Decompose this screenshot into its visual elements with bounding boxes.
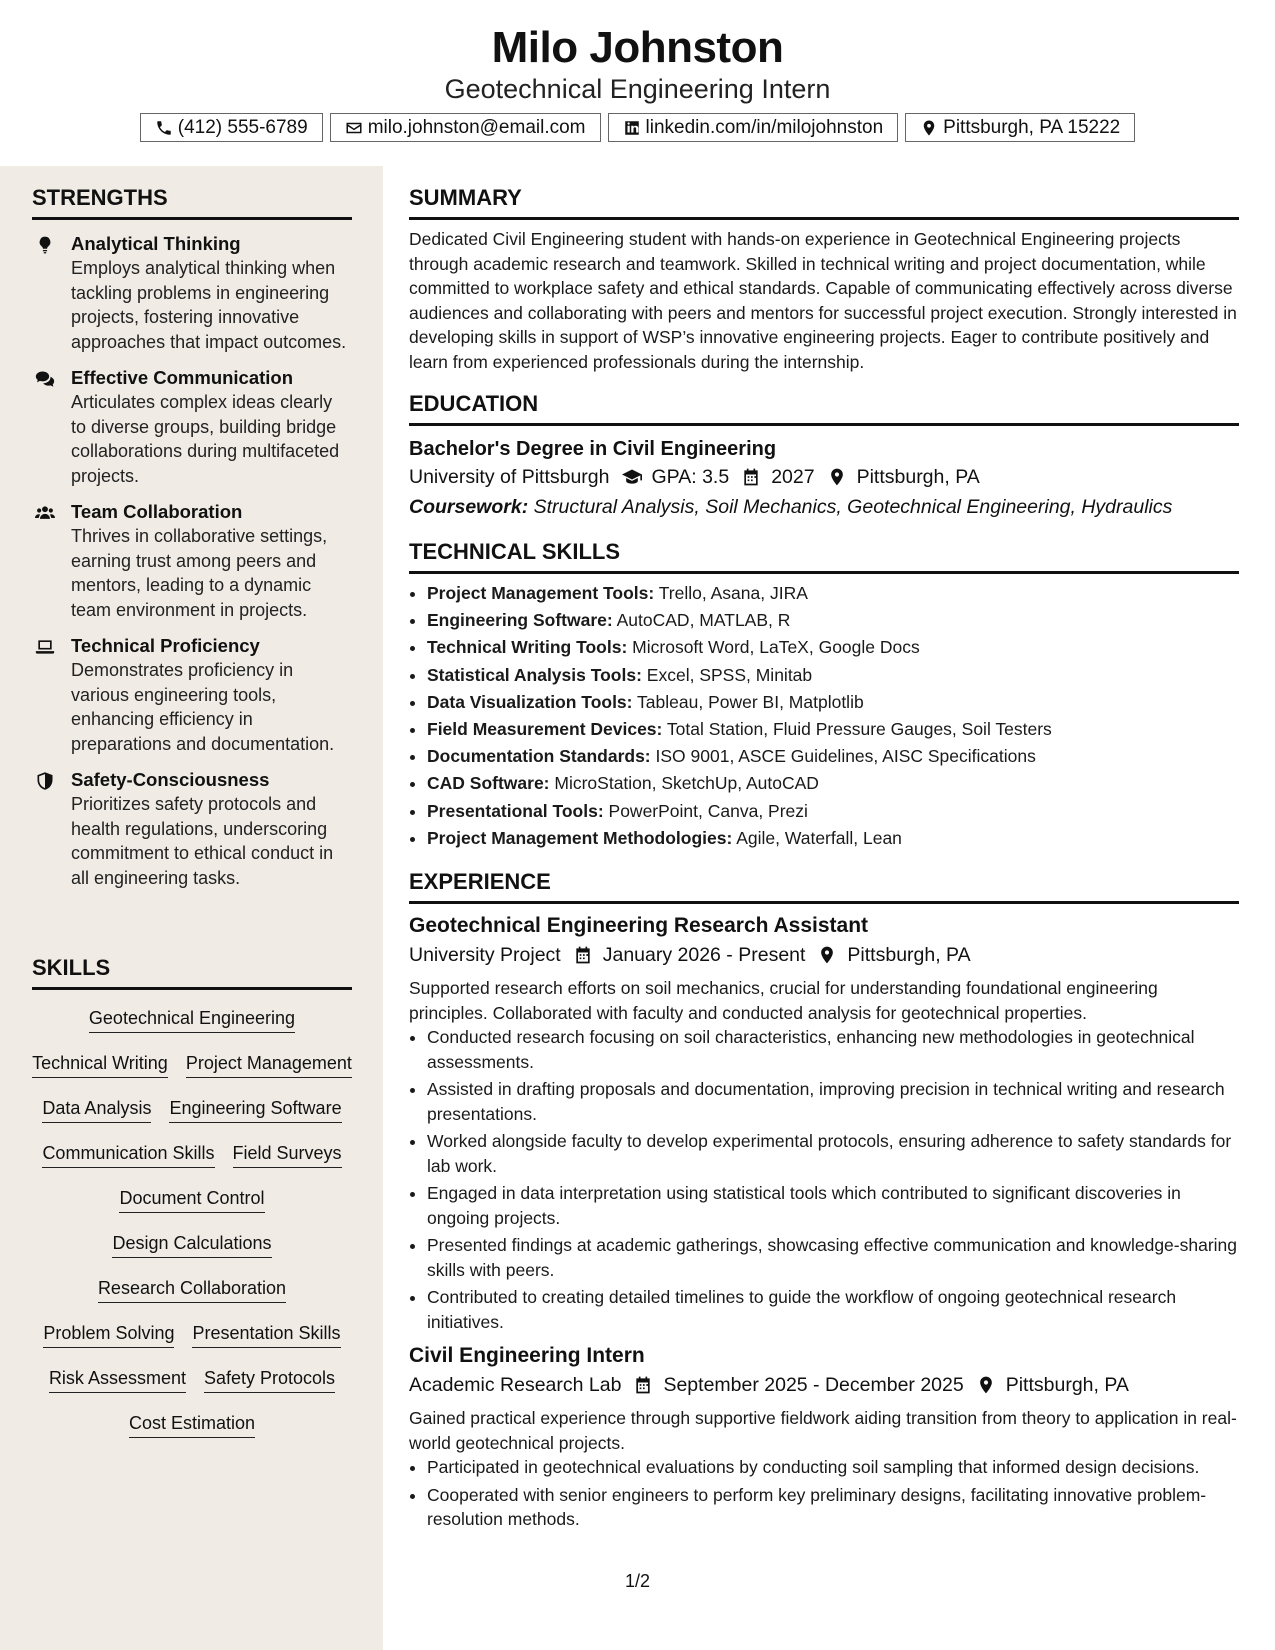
skill-label: Project Management Methodologies: bbox=[427, 827, 733, 848]
laptop-icon bbox=[34, 637, 56, 657]
strength-title: Technical Proficiency bbox=[71, 635, 260, 656]
job-org: Academic Research Lab bbox=[409, 1374, 622, 1397]
email-text: milo.johnston@email.com bbox=[367, 116, 586, 138]
skill-tag: Design Calculations bbox=[112, 1231, 271, 1258]
skill-label: Data Visualization Tools: bbox=[427, 691, 633, 712]
skill-label: Field Measurement Devices: bbox=[427, 719, 663, 740]
education-meta bbox=[409, 462, 1239, 492]
strengths-section bbox=[32, 185, 352, 890]
page-number: 1/2 bbox=[624, 1571, 651, 1591]
main-column bbox=[409, 166, 1239, 1535]
skill-value: ISO 9001, ASCE Guidelines, AISC Specifications bbox=[655, 746, 1036, 767]
job-bullets bbox=[409, 1455, 1239, 1532]
summary-text: Dedicated Civil Engineering student with hands-on experience in Geotechnical Engineering projects through academic research and teamwork. Skilled in technical writing and project documentation, while committed to workplace safety and ethical standards. Capable of communicating effectively across diverse audiences and collaborating with peers and mentors for successful project execution. Strongly interested in developing skills in support of WSP’s innovative engineering projects. Eager to contribute positively and learn from experienced professionals during the internship. bbox=[409, 229, 1237, 372]
map-pin-icon bbox=[976, 1375, 996, 1395]
graduation-cap-icon bbox=[622, 467, 642, 487]
resume-header bbox=[0, 0, 1275, 166]
gpa-text: GPA: 3.5 bbox=[651, 466, 730, 488]
strength-desc: Prioritizes safety protocols and health regulations, underscoring commitment to ethical conduct in all engineering tasks. bbox=[71, 794, 334, 888]
skill-label: Technical Writing Tools: bbox=[427, 637, 628, 658]
education-heading: EDUCATION bbox=[409, 391, 1239, 426]
skill-tag: Communication Skills bbox=[42, 1141, 214, 1168]
contact-location bbox=[905, 113, 1135, 142]
strength-title: Team Collaboration bbox=[71, 501, 243, 522]
skill-tag: Data Analysis bbox=[42, 1096, 151, 1123]
strength-desc: Demonstrates proficiency in various engineering tools, enhancing efficiency in preparations and documentation. bbox=[71, 660, 335, 754]
job-bullets bbox=[409, 1025, 1239, 1334]
coursework-label: Coursework: bbox=[409, 496, 529, 518]
strength-item bbox=[32, 232, 352, 354]
strength-item bbox=[32, 366, 352, 488]
skill-label: CAD Software: bbox=[427, 773, 550, 794]
strength-item bbox=[32, 768, 352, 890]
calendar-icon bbox=[573, 945, 593, 965]
list-item bbox=[427, 607, 1239, 634]
experience-section bbox=[409, 869, 1239, 1532]
skills-heading: SKILLS bbox=[32, 955, 352, 990]
contact-bar bbox=[0, 113, 1275, 142]
coursework-list: Structural Analysis, Soil Mechanics, Geotechnical Engineering, Hydraulics bbox=[533, 496, 1173, 518]
map-pin-icon bbox=[827, 467, 847, 487]
job-description: Supported research efforts on soil mechanics, crucial for understanding foundational engineering principles. Collaborated with faculty and conducted analysis for geotechnical properties. bbox=[409, 978, 1158, 1023]
job-location: Pittsburgh, PA bbox=[847, 944, 971, 967]
experience-heading: EXPERIENCE bbox=[409, 869, 1239, 904]
education-section bbox=[409, 391, 1239, 522]
list-item bbox=[427, 825, 1239, 852]
skill-tag: Risk Assessment bbox=[49, 1366, 186, 1393]
job-org: University Project bbox=[409, 944, 561, 967]
job-meta bbox=[409, 1370, 1239, 1400]
strength-title: Analytical Thinking bbox=[71, 233, 241, 254]
map-pin-icon bbox=[817, 945, 837, 965]
skill-label: Documentation Standards: bbox=[427, 746, 651, 767]
list-item bbox=[427, 580, 1239, 607]
skill-tag: Technical Writing bbox=[32, 1051, 168, 1078]
school-location: Pittsburgh, PA bbox=[856, 466, 980, 488]
linkedin-icon bbox=[623, 119, 641, 137]
skill-tag: Cost Estimation bbox=[129, 1411, 255, 1438]
skill-tag: Engineering Software bbox=[169, 1096, 341, 1123]
list-item: • Cooperated with senior engineers to perform key preliminary designs, facilitating innovative problem-resolution methods. bbox=[427, 1483, 1239, 1532]
skill-value: PowerPoint, Canva, Prezi bbox=[608, 800, 808, 821]
map-pin-icon bbox=[920, 119, 938, 137]
list-item bbox=[427, 743, 1239, 770]
list-item: • Worked alongside faculty to develop experimental protocols, ensuring adherence to safety standards for lab work. bbox=[427, 1129, 1239, 1178]
skill-tag: Document Control bbox=[119, 1186, 264, 1213]
skill-value: Excel, SPSS, Minitab bbox=[646, 664, 813, 685]
list-item bbox=[427, 770, 1239, 797]
list-item: • Presented findings at academic gatherings, showcasing effective communication and knowledge-sharing skills with peers. bbox=[427, 1233, 1239, 1282]
job-dates: September 2025 - December 2025 bbox=[663, 1374, 964, 1397]
linkedin-text: linkedin.com/in/milojohnston bbox=[645, 116, 884, 138]
strength-item bbox=[32, 634, 352, 756]
job-entry bbox=[409, 912, 1239, 1334]
list-item bbox=[427, 689, 1239, 716]
list-item: • Engaged in data interpretation using statistical tools which contributed to significant discoveries in ongoing projects. bbox=[427, 1181, 1239, 1230]
skill-tag: Research Collaboration bbox=[98, 1276, 286, 1303]
calendar-icon bbox=[633, 1375, 653, 1395]
technical-skills-list bbox=[409, 580, 1239, 852]
list-item bbox=[427, 662, 1239, 689]
technical-skills-heading: TECHNICAL SKILLS bbox=[409, 539, 1239, 574]
skill-value: Microsoft Word, LaTeX, Google Docs bbox=[632, 637, 920, 658]
summary-section bbox=[409, 185, 1239, 374]
list-item bbox=[427, 798, 1239, 825]
users-icon bbox=[34, 503, 56, 523]
contact-phone[interactable] bbox=[140, 113, 323, 142]
strengths-heading: STRENGTHS bbox=[32, 185, 352, 220]
strength-title: Effective Communication bbox=[71, 367, 294, 388]
chat-bubbles-icon bbox=[34, 369, 56, 389]
candidate-name: Milo Johnston bbox=[491, 23, 784, 72]
skill-label: Project Management Tools: bbox=[427, 583, 655, 603]
graduation-year: 2027 bbox=[771, 466, 815, 488]
contact-email[interactable] bbox=[330, 113, 601, 142]
job-title: Geotechnical Engineering Research Assistant bbox=[409, 914, 869, 938]
skill-tag: Problem Solving bbox=[43, 1321, 174, 1348]
skill-tag: Project Management bbox=[186, 1051, 352, 1078]
phone-icon bbox=[155, 119, 173, 137]
phone-text: (412) 555-6789 bbox=[177, 116, 308, 138]
job-dates: January 2026 - Present bbox=[602, 944, 806, 967]
skill-label: Presentational Tools: bbox=[427, 800, 604, 821]
list-item: • Contributed to creating detailed timelines to guide the workflow of ongoing geotechnical research initiatives. bbox=[427, 1285, 1239, 1334]
candidate-role: Geotechnical Engineering Intern bbox=[444, 74, 831, 104]
job-meta bbox=[409, 940, 1239, 970]
strength-desc: Thrives in collaborative settings, earning trust among peers and mentors, leading to a dynamic team environment in projects. bbox=[71, 526, 328, 620]
skill-value: Trello, Asana, JIRA bbox=[658, 583, 808, 603]
skill-value: Total Station, Fluid Pressure Gauges, Soil Testers bbox=[666, 719, 1052, 740]
list-item: • Assisted in drafting proposals and documentation, improving precision in technical writing and research presentations. bbox=[427, 1077, 1239, 1126]
skill-tag: Field Surveys bbox=[233, 1141, 342, 1168]
skill-value: Agile, Waterfall, Lean bbox=[736, 827, 902, 848]
sidebar bbox=[0, 166, 383, 1650]
job-description: Gained practical experience through supportive fieldwork aiding transition from theory to application in real-world geotechnical projects. bbox=[409, 1408, 1237, 1453]
summary-heading: SUMMARY bbox=[409, 185, 1239, 220]
list-item bbox=[427, 716, 1239, 743]
technical-skills-section bbox=[409, 539, 1239, 852]
envelope-icon bbox=[345, 119, 363, 137]
skill-value: AutoCAD, MATLAB, R bbox=[616, 610, 791, 631]
list-item bbox=[427, 634, 1239, 661]
skill-value: MicroStation, SketchUp, AutoCAD bbox=[554, 773, 819, 794]
strength-item bbox=[32, 500, 352, 622]
job-entry bbox=[409, 1342, 1239, 1532]
strength-desc: Articulates complex ideas clearly to diverse groups, building bridge collaborations during multifaceted projects. bbox=[71, 392, 340, 486]
shield-icon bbox=[34, 771, 56, 791]
lightbulb-icon bbox=[34, 235, 56, 255]
strength-desc: Employs analytical thinking when tackling problems in engineering projects, fostering innovative approaches that impact outcomes. bbox=[71, 258, 347, 352]
strength-title: Safety-Consciousness bbox=[71, 769, 270, 790]
skill-label: Statistical Analysis Tools: bbox=[427, 664, 642, 685]
contact-linkedin[interactable] bbox=[608, 113, 899, 142]
list-item: • Participated in geotechnical evaluations by conducting soil sampling that informed design decisions. bbox=[427, 1455, 1239, 1480]
location-text: Pittsburgh, PA 15222 bbox=[943, 116, 1121, 138]
skills-section bbox=[32, 955, 352, 1446]
skill-value: Tableau, Power BI, Matplotlib bbox=[637, 691, 864, 712]
school-name: University of Pittsburgh bbox=[409, 466, 610, 488]
skill-tag: Geotechnical Engineering bbox=[89, 1006, 295, 1033]
skill-tag: Safety Protocols bbox=[204, 1366, 335, 1393]
skill-label: Engineering Software: bbox=[427, 610, 613, 631]
skills-list bbox=[32, 996, 352, 1446]
degree-title: Bachelor's Degree in Civil Engineering bbox=[409, 438, 777, 460]
list-item: • Conducted research focusing on soil characteristics, enhancing new methodologies in geotechnical assessments. bbox=[427, 1025, 1239, 1074]
calendar-icon bbox=[741, 467, 761, 487]
job-title: Civil Engineering Intern bbox=[409, 1344, 645, 1368]
coursework bbox=[409, 492, 1239, 522]
skill-tag: Presentation Skills bbox=[192, 1321, 340, 1348]
job-location: Pittsburgh, PA bbox=[1005, 1374, 1129, 1397]
